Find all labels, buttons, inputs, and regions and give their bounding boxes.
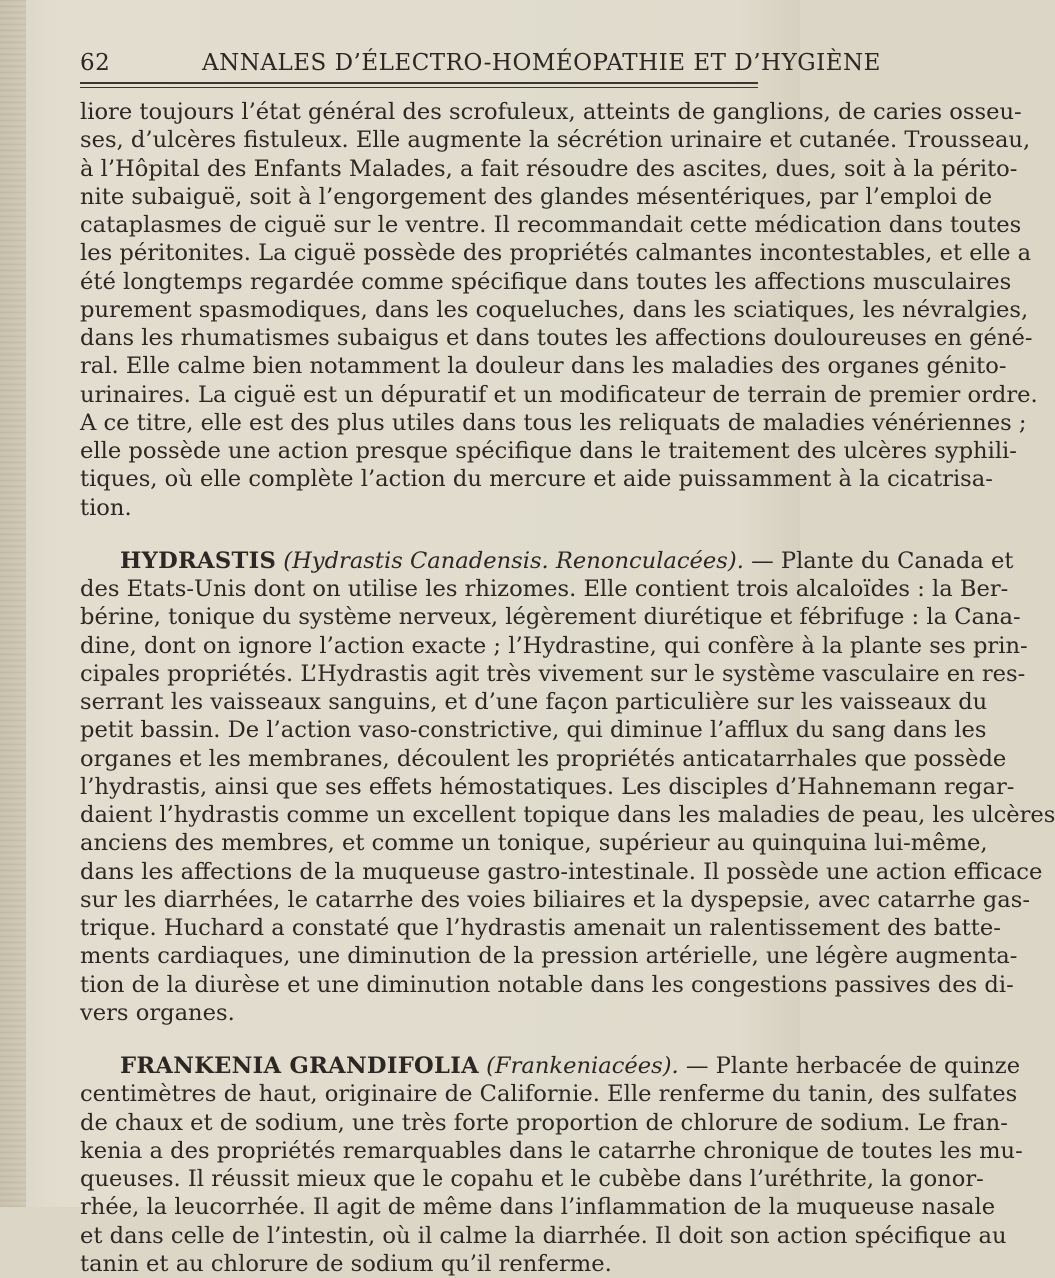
text-line: dans les affections de la muqueuse gastro-intestinale. Il possède une action efficace <box>80 858 1043 885</box>
header-rule <box>80 82 758 88</box>
text-line: purement spasmodiques, dans les coqueluches, dans les sciatiques, les névralgies, <box>80 296 1029 323</box>
text-line: des Etats-Unis dont on utilise les rhizomes. Elle contient trois alcaloïdes : la Ber- <box>80 576 1009 602</box>
paragraph-gap <box>80 1027 760 1052</box>
text-line: vers organes. <box>80 999 235 1026</box>
entry-term: HYDRASTIS <box>120 547 277 574</box>
text-line: centimètres de haut, originaire de Californie. Elle renferme du tanin, des sulfates <box>80 1081 1018 1108</box>
text-line: et dans celle de l’intestin, où il calme la diarrhée. Il doit son action spécifique au <box>80 1222 1007 1249</box>
paragraph-gap <box>80 522 760 547</box>
page-binding-edge <box>0 0 26 1207</box>
text-line: ments cardiaques, une diminution de la pression artérielle, une légère augmenta- <box>80 943 1018 970</box>
text-line: daient l’hydrastis comme un excellent topique dans les maladies de peau, les ulcères <box>80 802 1055 828</box>
paragraph-frankenia <box>80 1052 1023 1278</box>
text-line: rhée, la leucorrhée. Il agit de même dans l’inflammation de la muqueuse nasale <box>80 1194 996 1221</box>
text-line: nite subaiguë, soit à l’engorgement des glandes mésentériques, par l’emploi de <box>80 183 993 210</box>
text-line: tion de la diurèse et une diminution notable dans les congestions passives des di- <box>80 971 1014 998</box>
running-title: ANNALES D’ÉLECTRO-HOMÉOPATHIE ET D’HYGIÈNE <box>202 50 881 76</box>
paragraph-hydrastis <box>80 547 1055 1027</box>
text-line: serrant les vaisseaux sanguins, et d’une façon particulière sur les vaisseaux du <box>80 689 988 715</box>
entry-heading-rest: — Plante du Canada et <box>743 547 1014 574</box>
entry-latin-name: (Frankeniacées). <box>486 1053 679 1079</box>
text-line: ses, d’ulcères fistuleux. Elle augmente la sécrétion urinaire et cutanée. Trousseau, <box>80 127 1031 154</box>
text-line: anciens des membres, et comme un tonique, supérieur au quinquina lui-même, <box>80 830 988 857</box>
text-line: queuses. Il réussit mieux que le copahu et le cubèbe dans l’uréthrite, la gonor- <box>80 1166 984 1192</box>
text-line: tiques, où elle complète l’action du mercure et aide puissamment à la cicatrisa- <box>80 466 993 493</box>
text-line: dans les rhumatismes subaigus et dans toutes les affections douloureuses en géné- <box>80 325 1033 351</box>
text-line: les péritonites. La ciguë possède des propriétés calmantes incontestables, et elle a <box>80 240 1032 267</box>
text-line: tion. <box>80 494 132 521</box>
text-line: tanin et au chlorure de sodium qu’il renferme. <box>80 1250 612 1277</box>
entry-heading-line <box>80 1052 1021 1080</box>
entry-heading-rest: — Plante herbacée de quinze <box>678 1053 1021 1079</box>
entry-heading-line <box>80 547 1014 575</box>
entry-term: FRANKENIA GRANDIFOLIA <box>120 1053 479 1079</box>
text-line: A ce titre, elle est des plus utiles dans tous les reliquats de maladies vénériennes ; <box>80 409 1027 436</box>
running-header <box>62 44 881 78</box>
body-text <box>80 98 1055 1278</box>
paragraph-ciguë <box>80 98 1038 522</box>
text-line: liore toujours l’état général des scrofuleux, atteints de ganglions, de caries osseu- <box>80 99 1022 125</box>
text-line: bérine, tonique du système nerveux, légèrement diurétique et fébrifuge : la Cana- <box>80 604 1021 631</box>
page-number: 62 <box>80 50 111 76</box>
text-line: ral. Elle calme bien notamment la douleur dans les maladies des organes génito- <box>80 353 1007 380</box>
text-line: urinaires. La ciguë est un dépuratif et un modificateur de terrain de premier ordre. <box>80 381 1038 408</box>
text-line: dine, dont on ignore l’action exacte ; l’Hydrastine, qui confère à la plante ses prin- <box>80 632 1028 659</box>
text-line: à l’Hôpital des Enfants Malades, a fait résoudre des ascites, dues, soit à la périto- <box>80 155 1018 182</box>
text-line: l’hydrastis, ainsi que ses effets hémostatiques. Les disciples d’Hahnemann regar- <box>80 773 1015 800</box>
text-line: kenia a des propriétés remarquables dans le catarrhe chronique de toutes les mu- <box>80 1137 1023 1164</box>
text-line: de chaux et de sodium, une très forte proportion de chlorure de sodium. Le fran- <box>80 1109 1008 1136</box>
text-line: elle possède une action presque spécifique dans le traitement des ulcères syphili- <box>80 438 1017 464</box>
text-line: organes et les membranes, découlent les propriétés anticatarrhales que possède <box>80 745 1007 772</box>
text-line: sur les diarrhées, le catarrhe des voies biliaires et la dyspepsie, avec catarrhe gas- <box>80 886 1030 913</box>
text-line: petit bassin. De l’action vaso-constrictive, qui diminue l’afflux du sang dans les <box>80 717 987 744</box>
entry-latin-name: (Hydrastis Canadensis. Renonculacées). <box>283 547 744 574</box>
text-line: trique. Huchard a constaté que l’hydrastis amenait un ralentissement des batte- <box>80 915 1001 941</box>
text-line: cataplasmes de ciguë sur le ventre. Il recommandait cette médication dans toutes <box>80 212 1022 238</box>
text-line: cipales propriétés. L’Hydrastis agit très vivement sur le système vasculaire en res- <box>80 660 1026 687</box>
text-line: été longtemps regardée comme spécifique dans toutes les affections musculaires <box>80 268 1012 295</box>
